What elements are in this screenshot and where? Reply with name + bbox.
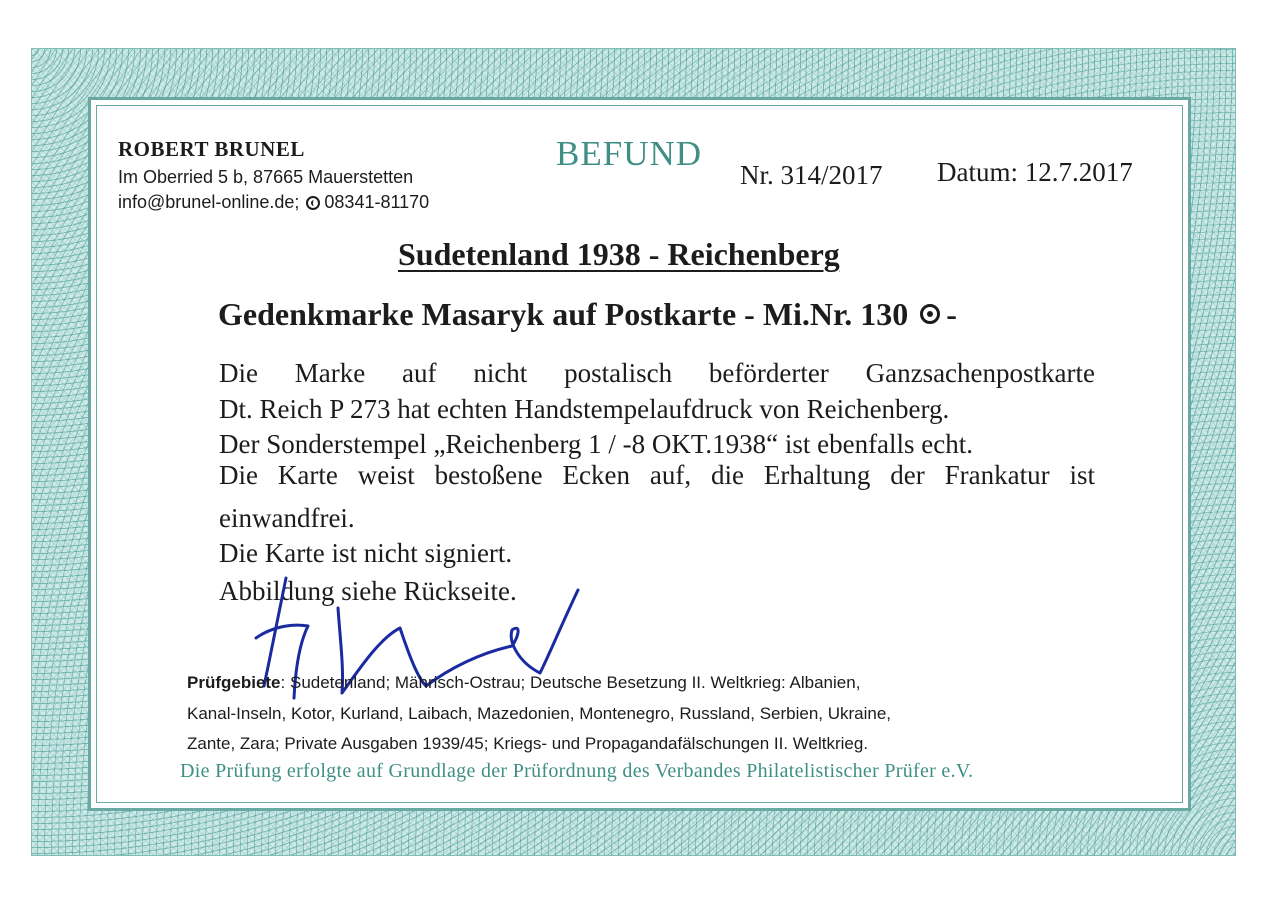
examiner-name: ROBERT BRUNEL bbox=[118, 137, 305, 161]
document-date: Datum: 12.7.2017 bbox=[937, 157, 1133, 187]
item-headline-text: Gedenkmarke Masaryk auf Postkarte - Mi.Nr. 130 bbox=[218, 296, 909, 332]
body-line-7: Abbildung siehe Rückseite. bbox=[219, 576, 517, 606]
body-line-5: einwandfrei. bbox=[219, 503, 355, 533]
body-line-2: Dt. Reich P 273 hat echten Handstempelaufdruck von Reichenberg. bbox=[219, 394, 950, 424]
pruefgebiete-line-2: Kanal-Inseln, Kotor, Kurland, Laibach, Mazedonien, Montenegro, Russland, Serbien, Ukraine, bbox=[187, 704, 892, 723]
document-number: Nr. 314/2017 bbox=[740, 160, 883, 190]
phone-icon bbox=[306, 196, 320, 210]
subject-heading: Sudetenland 1938 - Reichenberg bbox=[398, 236, 840, 272]
examiner-address: Im Oberried 5 b, 87665 Mauerstetten bbox=[118, 167, 414, 187]
document-title: BEFUND bbox=[556, 134, 703, 173]
pruefgebiete-line-3: Zante, Zara; Private Ausgaben 1939/45; Kriegs- und Propagandafälschungen II. Weltkrieg. bbox=[187, 734, 869, 753]
pruefgebiete-label: Prüfgebiete bbox=[187, 673, 281, 692]
examiner-contact bbox=[118, 192, 429, 213]
body-line-6: Die Karte ist nicht signiert. bbox=[219, 538, 513, 568]
examiner-phone: 08341-81170 bbox=[324, 192, 430, 212]
postmark-circle-icon bbox=[920, 304, 940, 324]
body-line-1: Die Marke auf nicht postalisch beförderter Ganzsachenpostkarte bbox=[219, 358, 1095, 388]
item-headline-suffix: - bbox=[946, 296, 957, 332]
examiner-email: info@brunel-online.de; bbox=[118, 192, 300, 212]
item-headline bbox=[218, 296, 957, 333]
body-line-3: Der Sonderstempel „Reichenberg 1 / -8 OKT.1938“ ist ebenfalls echt. bbox=[219, 429, 974, 459]
footer-note: Die Prüfung erfolgte auf Grundlage der Prüfordnung des Verbandes Philatelistischer Prüfer e.V. bbox=[180, 760, 974, 782]
pruefgebiete-text-1: : Sudetenland; Mährisch-Ostrau; Deutsche Besetzung II. Weltkrieg: Albanien, bbox=[280, 673, 861, 692]
body-line-4: Die Karte weist bestoßene Ecken auf, die Erhaltung der Frankatur ist bbox=[219, 460, 1095, 490]
pruefgebiete-line-1 bbox=[187, 673, 860, 693]
